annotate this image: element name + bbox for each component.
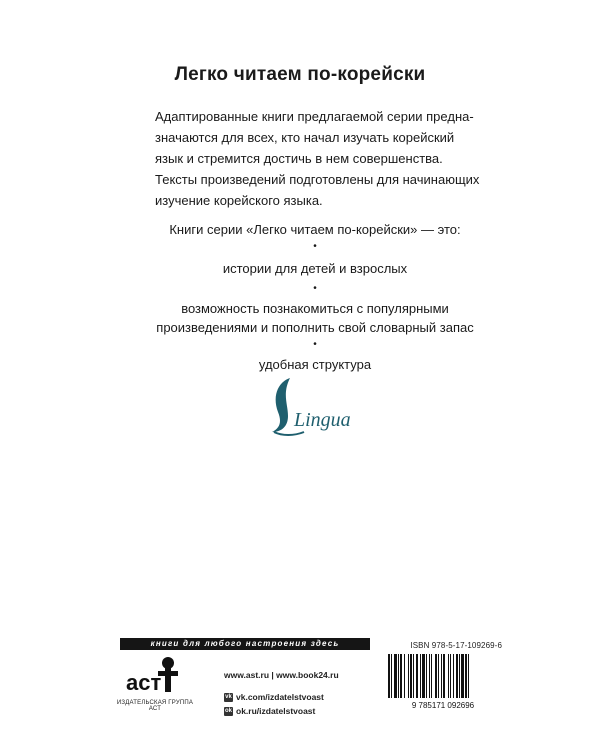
list-item: произведениями и пополнить свой словарный запас xyxy=(156,320,474,335)
barcode-bar xyxy=(391,654,392,698)
lingua-logo-icon xyxy=(260,370,360,450)
vk-link-text: vk.com/izdatelstvoast xyxy=(236,692,324,702)
barcode-bar xyxy=(438,654,439,698)
websites-link[interactable]: www.ast.ru | www.book24.ru xyxy=(224,670,339,680)
barcode-bar xyxy=(420,654,421,698)
barcode-bar xyxy=(465,654,467,698)
ast-logo xyxy=(124,656,184,694)
isbn-text: ISBN 978-5-17-109269-6 xyxy=(410,641,502,650)
intro-line: Тексты произведений подготовлены для начинающих xyxy=(155,172,480,187)
barcode-digits: 9 785171 092696 xyxy=(411,701,475,710)
intro-line: Адаптированные книги предлагаемой серии предна- xyxy=(155,109,474,124)
intro-line: язык и стремится достичь в нем совершенства. xyxy=(155,151,443,166)
barcode-icon xyxy=(384,652,502,710)
ast-logo-icon xyxy=(124,656,184,694)
ok-link-text: ok.ru/izdatelstvoast xyxy=(236,706,316,716)
barcode-bar xyxy=(443,654,445,698)
bullet-icon: • xyxy=(313,283,317,294)
publisher-caption: ИЗДАТЕЛЬСКАЯ ГРУППА АСТ xyxy=(116,700,194,712)
barcode-bar xyxy=(398,654,399,698)
barcode-bar xyxy=(408,654,409,698)
page-title: Легко читаем по-корейски xyxy=(174,64,426,85)
barcode-bar xyxy=(400,654,402,698)
series-list-lead: Книги серии «Легко читаем по-корейски» — это: xyxy=(169,222,461,237)
barcode-bar xyxy=(456,654,458,698)
barcode-bar xyxy=(453,654,454,698)
barcode-bar xyxy=(468,654,469,698)
barcode-bar xyxy=(404,654,405,698)
vk-link[interactable] xyxy=(224,690,384,704)
lingua-logo xyxy=(260,370,360,450)
list-item: истории для детей и взрослых xyxy=(222,261,408,276)
intro-text xyxy=(155,106,485,211)
barcode-bar xyxy=(426,654,427,698)
barcode-bar xyxy=(410,654,412,698)
barcode-bar xyxy=(459,654,460,698)
barcode-bar xyxy=(394,654,397,698)
lingua-logo-text: Lingua xyxy=(294,409,351,431)
vk-icon: vk xyxy=(225,693,232,700)
barcode-bar xyxy=(388,654,390,698)
barcode-bar xyxy=(448,654,449,698)
barcode-bar xyxy=(450,654,451,698)
barcode-bar xyxy=(435,654,437,698)
barcode-bar xyxy=(422,654,425,698)
barcode-bar xyxy=(413,654,414,698)
barcode-bar xyxy=(461,654,464,698)
barcode-bar xyxy=(416,654,418,698)
ok-link[interactable] xyxy=(224,704,384,718)
ast-logo-text: аст xyxy=(126,670,162,694)
barcode xyxy=(384,652,502,710)
footer-tagline: книги для любого настроения здесь xyxy=(120,638,370,650)
barcode-bar xyxy=(431,654,432,698)
intro-line: значаются для всех, кто начал изучать корейский xyxy=(155,130,455,145)
bullet-icon: • xyxy=(313,241,317,252)
footer-links xyxy=(224,668,384,718)
bullet-icon: • xyxy=(313,339,317,350)
list-item: возможность познакомиться с популярными xyxy=(181,301,449,316)
ok-icon: ok xyxy=(224,707,232,714)
barcode-bar xyxy=(441,654,442,698)
list-item: удобная структура xyxy=(258,357,372,372)
intro-line: изучение корейского языка. xyxy=(155,193,323,208)
barcode-bar xyxy=(429,654,430,698)
